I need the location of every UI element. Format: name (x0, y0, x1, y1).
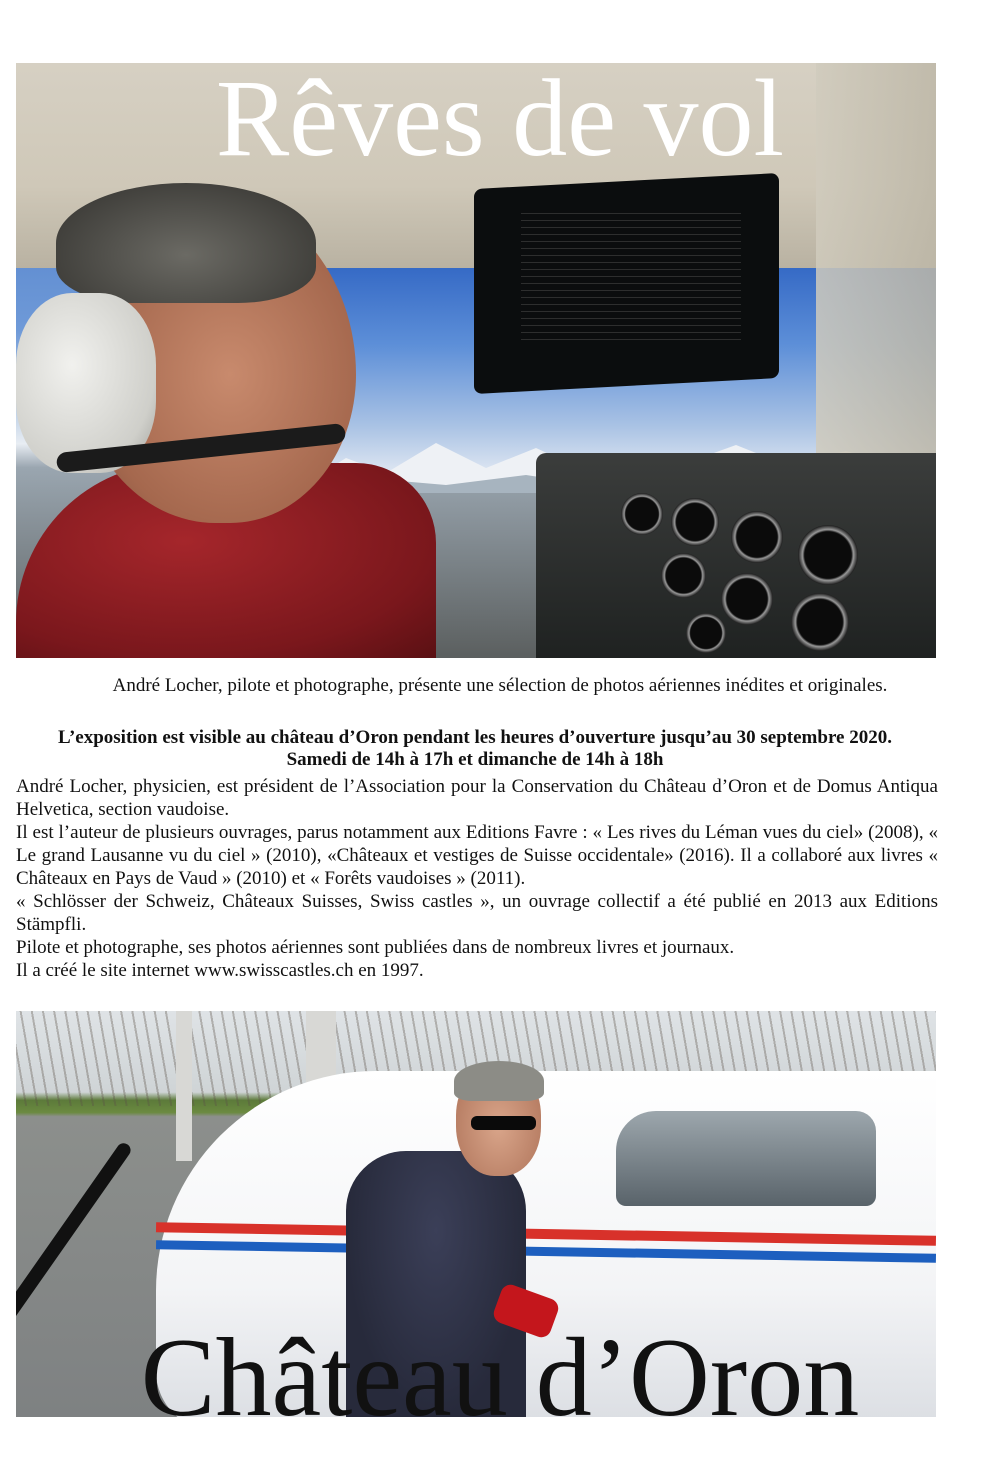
airplane-cabin-window (616, 1111, 876, 1206)
pilot-hair (56, 183, 316, 303)
man-hair (454, 1061, 544, 1101)
photo-caption: André Locher, pilote et photographe, présente une sélection de photos aériennes inédites et originales. (112, 675, 888, 696)
gauge (798, 525, 858, 585)
bio-paragraph: Il a créé le site internet www.swisscastles.ch en 1997. (16, 960, 424, 981)
gauge (721, 573, 773, 625)
gauge (621, 493, 663, 535)
performance-chart-placard (521, 213, 741, 343)
sunglasses-icon (471, 1116, 536, 1130)
poster-title: Rêves de vol (215, 57, 785, 179)
exhibition-info (0, 727, 950, 771)
instrument-panel (536, 453, 936, 658)
gauge (731, 511, 783, 563)
gauge (791, 593, 849, 651)
bio-paragraph: Pilote et photographe, ses photos aériennes sont publiées dans de nombreux livres et journaux. (16, 937, 735, 958)
poster-footer-title: Château d’Oron (140, 1316, 860, 1440)
bio-paragraph: « Schlösser der Schweiz, Châteaux Suisses, Swiss castles », un ouvrage collectif a été publié en 2013 aux Editions Stämpfli. (16, 891, 938, 935)
bio-paragraph: Il est l’auteur de plusieurs ouvrages, parus notamment aux Editions Favre : « Les rives du Léman vues du ciel» (2008), « Le grand Lausanne vu du ciel » (2010), «Châteaux et vestiges de Suisse occidentale» (2016). Il a collaboré aux livres « Châteaux en Pays de Vaud » (2010) et « Forêts vaudoises » (2011). (16, 822, 938, 889)
exhibition-dates: L’exposition est visible au château d’Oron pendant les heures d’ouverture jusqu’au 30 septembre 2020. (58, 727, 892, 748)
bio-paragraph: André Locher, physicien, est président de l’Association pour la Conservation du Château d’Oron et de Domus Antiqua Helvetica, section vaudoise. (16, 776, 938, 820)
gauge (661, 553, 706, 598)
biography (16, 775, 938, 982)
gauge (686, 613, 726, 653)
gauge (671, 498, 719, 546)
pole (176, 1011, 192, 1161)
opening-hours: Samedi de 14h à 17h et dimanche de 14h à 18h (286, 749, 664, 770)
